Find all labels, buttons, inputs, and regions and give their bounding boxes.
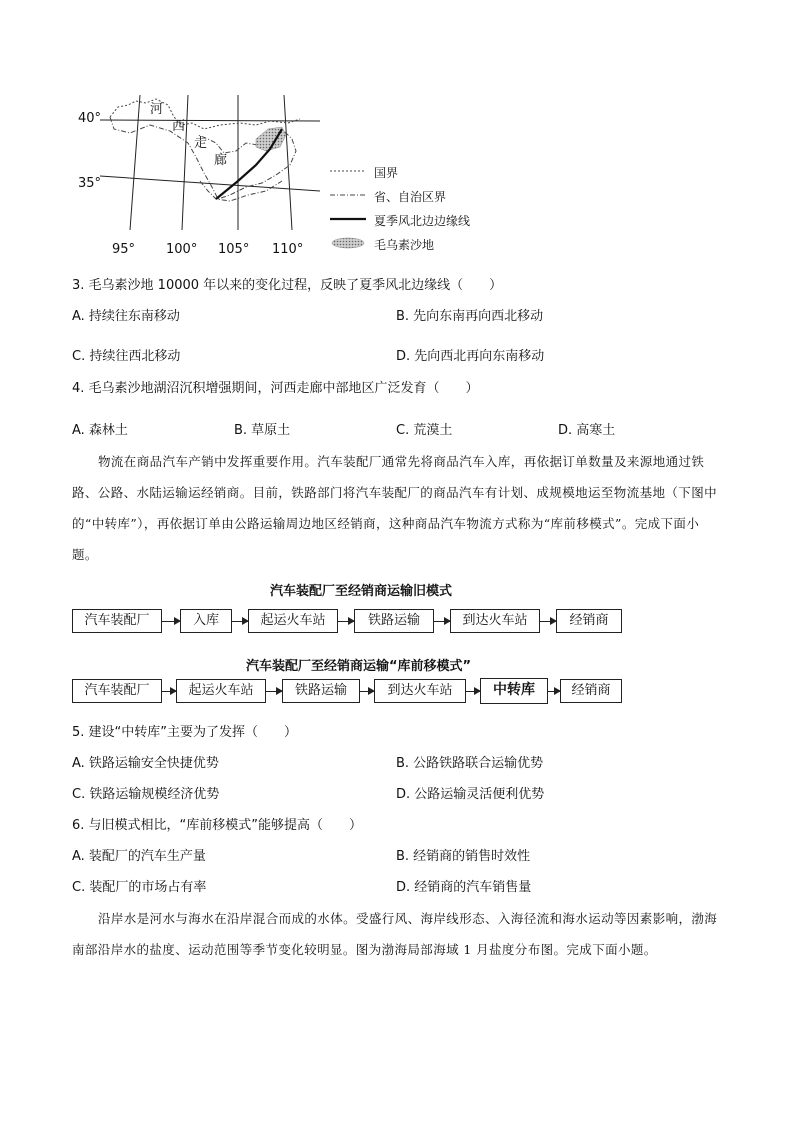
question-4-option-a[interactable]: A. 森林土 — [72, 423, 128, 438]
flow-arrow — [434, 621, 450, 622]
question-3-stem: 3. 毛乌素沙地 10000 年以来的变化过程，反映了夏季风北边缘线（ ） — [72, 278, 503, 293]
question-5-option-b[interactable]: B. 公路铁路联合运输优势 — [396, 756, 544, 771]
flow-new-step: 起运火车站 — [176, 679, 266, 703]
flow-old-step: 入库 — [180, 609, 232, 633]
place-char-zou: 走 — [194, 136, 208, 151]
flow-arrow — [232, 621, 248, 622]
question-5-option-c[interactable]: C. 铁路运输规模经济优势 — [72, 787, 220, 802]
question-4-stem: 4. 毛乌素沙地湖沼沉积增强期间，河西走廊中部地区广泛发育（ ） — [72, 381, 479, 396]
question-3-option-b[interactable]: B. 先向东南再向西北移动 — [396, 309, 544, 324]
lon-label-105: 105° — [218, 242, 250, 257]
flow-arrow — [360, 691, 374, 692]
coastal-water-passage: 沿岸水是河水与海水在沿岸混合而成的水体。受盛行风、海岸线形态、入海径流和海水运动等因素影响，渤海南部沿岸水的盐度、运动范围等季节变化较明显。图为渤海局部海域 1 月盐度分布图。完成下面小题。 — [72, 911, 718, 957]
solid-line-icon — [330, 214, 366, 224]
question-3-option-a[interactable]: A. 持续往东南移动 — [72, 309, 180, 324]
lon-110-line — [284, 95, 292, 230]
legend-label: 国界 — [374, 166, 399, 180]
lat-label-35: 35° — [78, 176, 102, 191]
flow-arrow — [162, 691, 176, 692]
dash-dot-line-icon — [330, 190, 366, 200]
flow-new-step: 铁路运输 — [282, 679, 360, 703]
flow-new-step-transfer: 中转库 — [480, 678, 548, 704]
flow-arrow — [338, 621, 354, 622]
flow-old-step: 铁路运输 — [354, 609, 434, 633]
question-3-option-d[interactable]: D. 先向西北再向东南移动 — [396, 349, 545, 364]
dotted-line-icon — [330, 166, 366, 176]
flow-arrow — [540, 621, 556, 622]
flow-old-step: 经销商 — [556, 609, 622, 633]
flow-arrow — [466, 691, 480, 692]
flow-arrow — [162, 621, 180, 622]
place-char-xi: 西 — [172, 119, 186, 134]
question-4-option-b[interactable]: B. 草原土 — [234, 423, 291, 438]
flow-arrow — [266, 691, 282, 692]
lon-label-95: 95° — [112, 242, 136, 257]
logistics-passage: 物流在商品汽车产销中发挥重要作用。汽车装配厂通常先将商品汽车入库，再依据订单数量及来源地通过铁路、公路、水陆运输运经销商。目前，铁路部门将汽车装配厂的商品汽车有计划、成规模地运至物流基地（下图中的“中转库”），再依据订单由公路运输周边地区经销商，这种商品汽车物流方式称为“库前移模式”。完成下面小题。 — [72, 454, 718, 562]
place-char-lang: 廊 — [214, 153, 228, 168]
flow-old-title: 汽车装配厂至经销商运输旧模式 — [270, 584, 453, 599]
question-5-option-d[interactable]: D. 公路运输灵活便利优势 — [396, 787, 545, 802]
lon-label-100: 100° — [166, 242, 198, 257]
question-6-option-d[interactable]: D. 经销商的汽车销售量 — [396, 880, 532, 895]
question-6-option-c[interactable]: C. 装配厂的市场占有率 — [72, 880, 207, 895]
legend-label: 夏季风北边边缘线 — [374, 214, 471, 228]
place-char-he: 河 — [150, 102, 164, 117]
flow-old-step: 到达火车站 — [450, 609, 540, 633]
flow-new-title: 汽车装配厂至经销商运输“库前移模式” — [246, 659, 472, 674]
lat-label-40: 40° — [78, 111, 102, 126]
flow-new-step: 经销商 — [560, 679, 622, 703]
map-legend — [330, 160, 510, 260]
question-4-option-d[interactable]: D. 高寒土 — [558, 423, 616, 438]
question-5-stem: 5. 建设“中转库”主要为了发挥（ ） — [72, 725, 298, 740]
map-figure — [70, 95, 330, 265]
flow-new-step: 到达火车站 — [374, 679, 466, 703]
question-5-option-a[interactable]: A. 铁路运输安全快捷优势 — [72, 756, 219, 771]
flow-new-step: 汽车装配厂 — [72, 679, 162, 703]
lon-95-line — [130, 95, 140, 230]
lon-100-line — [182, 95, 188, 230]
legend-label: 省、自治区界 — [374, 190, 447, 204]
question-4-option-c[interactable]: C. 荒漠土 — [396, 423, 453, 438]
question-6-stem: 6. 与旧模式相比，“库前移模式”能够提高（ ） — [72, 818, 363, 833]
question-6-option-b[interactable]: B. 经销商的销售时效性 — [396, 849, 531, 864]
legend-label: 毛乌素沙地 — [374, 238, 435, 252]
question-6-option-a[interactable]: A. 装配厂的汽车生产量 — [72, 849, 206, 864]
flow-old-step: 起运火车站 — [248, 609, 338, 633]
flow-old-step: 汽车装配厂 — [72, 609, 162, 633]
question-3-option-c[interactable]: C. 持续往西北移动 — [72, 349, 181, 364]
hatched-area-icon — [330, 237, 366, 249]
lon-label-110: 110° — [272, 242, 304, 257]
map-svg — [70, 95, 330, 265]
lat-40-line — [100, 120, 320, 121]
flow-arrow — [548, 691, 560, 692]
